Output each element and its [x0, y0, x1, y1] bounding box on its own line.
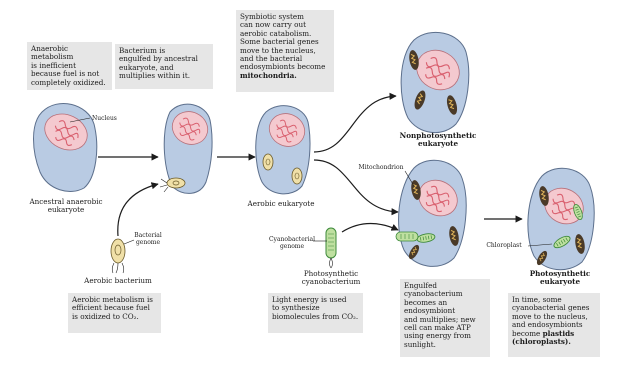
note-line: and the bacterial [240, 54, 303, 64]
cyano-engulfing-eukaryote-cell [399, 160, 467, 266]
arrow-bacterium-to-cell [118, 184, 158, 236]
note-line: become [512, 328, 541, 338]
note-line: endosymbiont [404, 306, 456, 316]
note-line: biomolecules from CO₂. [272, 311, 359, 321]
label-line: eukaryote [417, 139, 459, 149]
engulfed-note-box [115, 44, 213, 89]
engulfed-cyanobacterium [396, 232, 418, 241]
label-line: eukaryote [47, 205, 85, 215]
photosynthetic-eukaryote-cell [528, 168, 594, 269]
ancestral-eukaryote-label [24, 198, 108, 215]
nonphotosynthetic-eukaryote-cell [401, 32, 469, 132]
note-line: Aerobic metabolism is [72, 295, 153, 304]
photosynthetic-cyanobacterium [326, 228, 336, 268]
label-line: Photosynthetic [529, 269, 591, 278]
note-line: and multiplies; new [404, 314, 476, 324]
cyanobacterial-genome-label [268, 236, 316, 250]
plastids-term: plastids [542, 328, 575, 338]
note-line: cyanobacterium [404, 289, 463, 299]
ancestral-eukaryote-cell [34, 103, 97, 191]
note-line: multiplies within it. [119, 71, 191, 81]
note-line: aerobic catabolism. [240, 28, 312, 38]
note-line: completely oxidized. [31, 77, 106, 87]
note-line: to synthesize [272, 303, 320, 313]
photosynthetic-eukaryote-label [518, 270, 602, 287]
anaerobic-note-box [27, 42, 112, 90]
cyano-note-box [400, 279, 490, 357]
bacterial-genome-label [130, 232, 166, 246]
note-line: metabolism [31, 52, 74, 62]
note-line: sunlight. [404, 339, 436, 349]
aerobic-note-box [68, 293, 161, 333]
note-line: becomes an [404, 297, 448, 307]
symbiotic-note-box [236, 10, 334, 92]
note-line: move to the nucleus, [240, 45, 316, 55]
note-line: engulfed by ancestral [119, 54, 198, 64]
note-line: and endosymbionts [512, 320, 583, 330]
note-line: is inefficient [31, 60, 76, 70]
chloroplast-label: Chloroplast [486, 242, 522, 249]
aerobic-eukaryote-label: Aerobic eukaryote [247, 199, 315, 208]
label-line: eukaryote [539, 277, 581, 287]
label-line: genome [279, 243, 305, 250]
label-line: Ancestral anaerobic [29, 197, 103, 206]
note-line: Engulfed [404, 281, 437, 290]
arrow-cyano-to-cell [342, 223, 398, 232]
note-line: Bacterium is [119, 46, 166, 55]
note-line: endosymbionts become [240, 62, 326, 72]
label-line: Cyanobacterial [268, 236, 316, 243]
mitochondrion-label: Mitochondrion [358, 164, 404, 171]
note-line: because fuel is not [31, 69, 100, 79]
plastid-note-box [508, 293, 600, 357]
aerobic-eukaryote-cell [256, 106, 310, 194]
note-line: efficient because fuel [72, 303, 150, 313]
note-line: cyanobacterial genes [512, 303, 590, 313]
note-line: is oxidized to CO₂. [72, 311, 139, 321]
note-line: cell can make ATP [404, 323, 471, 333]
aerobic-bacterium [111, 239, 125, 273]
note-line: Some bacterial genes [240, 37, 319, 47]
arrow-to-nonphotosynthetic [314, 96, 396, 152]
label-line: genome [135, 239, 161, 246]
note-line: using energy from [404, 331, 471, 341]
mitochondria-term: mitochondria. [240, 70, 297, 80]
nonphotosynthetic-eukaryote-label [396, 132, 480, 149]
photosynthetic-cyanobacterium-label [292, 270, 370, 287]
note-line: In time, some [512, 295, 562, 304]
note-line: can now carry out [240, 20, 306, 30]
aerobic-bacterium-label: Aerobic bacterium [84, 276, 152, 285]
label-line: Photosynthetic [303, 269, 359, 278]
engulfing-eukaryote-cell [160, 104, 213, 193]
note-line: Symbiotic system [240, 12, 304, 21]
note-line: move to the nucleus, [512, 311, 588, 321]
label-line: Bacterial [134, 232, 162, 239]
nucleus-label: Nucleus [92, 115, 117, 122]
note-line: eukaryote, and [119, 62, 174, 72]
light-note-box [268, 293, 363, 333]
note-line: Light energy is used [272, 295, 347, 304]
note-line: Anaerobic [31, 44, 69, 53]
label-line: cyanobacterium [301, 277, 361, 287]
label-line: Nonphotosynthetic [399, 131, 477, 140]
chloroplasts-term: (chloroplasts). [512, 337, 571, 347]
